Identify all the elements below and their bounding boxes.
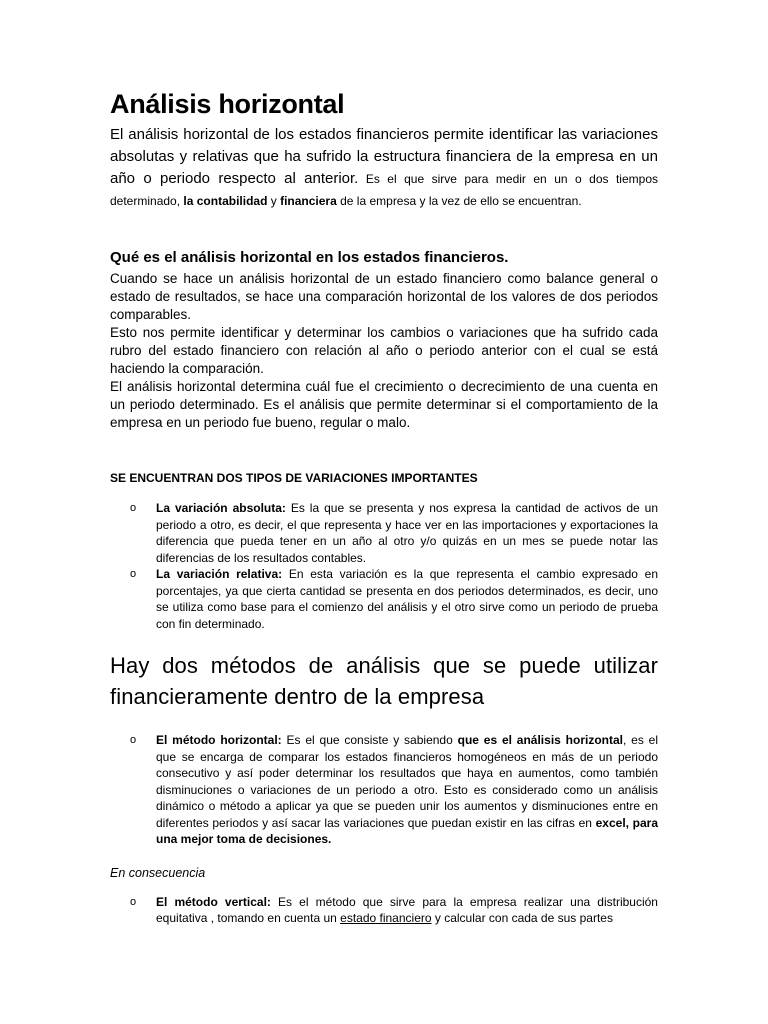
bullet-marker: o: [130, 502, 137, 514]
methods-list-2: [110, 894, 658, 927]
list-item: [110, 500, 658, 566]
list-item: [110, 566, 658, 632]
item-bold-mid: que es el análisis horizontal: [457, 733, 623, 747]
list-item: [110, 732, 658, 848]
item-label: El método vertical:: [156, 894, 271, 909]
section1-heading: Qué es el análisis horizontal en los estados financieros.: [110, 249, 509, 266]
item-label: La variación relativa:: [156, 567, 283, 581]
document-page: [110, 88, 658, 927]
intro-small-b: y: [267, 194, 281, 208]
section1-para2: Esto nos permite identificar y determinar los cambios o variaciones que ha sufrido cada rubro del estado financiero con relación al año o periodo anterior con el cual se está haciendo la comparación.: [110, 325, 658, 376]
intro-paragraph: [110, 124, 658, 212]
variations-list: [110, 500, 658, 632]
page-title: Análisis horizontal: [110, 89, 345, 119]
section1-para1: Cuando se hace un análisis horizontal de un estado financiero como balance general o estado de resultados, se hace una comparación horizontal de los valores de dos periodos comparables.: [110, 271, 658, 322]
consequence-text: En consecuencia: [110, 865, 206, 880]
intro-main-text: El análisis horizontal de los estados financieros permite identificar las variaciones absolutas y relativas que ha sufrido la estructura financiera de la empresa en un año o periodo respecto al anterior.: [110, 126, 658, 187]
bullet-marker: o: [130, 895, 137, 908]
item-text-b: y calcular con cada de sus partes: [431, 911, 613, 925]
intro-small-c: de la empresa y la vez de ello se encuentran.: [336, 194, 582, 208]
methods-list-1: [110, 732, 658, 848]
list-item: [110, 894, 658, 927]
section2-heading: SE ENCUENTRAN DOS TIPOS DE VARIACIONES IMPORTANTES: [110, 471, 478, 485]
contabilidad-link[interactable]: la contabilidad: [183, 194, 268, 208]
item-text: En esta variación es la que representa el cambio expresado en porcentajes, ya que cierta cantidad se presenta en dos periodos determinados, es decir, uno se utiliza como base para el comienzo del análisis y el otro sirve como un periodo de prueba con fin determinado.: [156, 567, 659, 631]
item-bold-end: excel, para una mejor toma de decisiones.: [156, 815, 659, 846]
item-label: La variación absoluta:: [156, 501, 286, 515]
item-text: Es la que se presenta y nos expresa la cantidad de activos de un periodo a otro, es decir, el que representa y hace ver en las importaciones y exportaciones la diferencia que pueda tener en un año al otro y/o quizás en un mes se puede notar las diferencias de los resultados contables.: [156, 501, 658, 565]
item-text-b: , es el que se encarga de comparar los estados financieros homogéneos en más de un periodo consecutivo y así poder determinar los resultados que haya en aumentos, como también disminuciones o variaciones de un periodo a otro. Esto es considerado como un análisis dinámico o método a aplicar ya que se pueden unir los aumentos y disminuciones entre en diferentes periodos y así sacar las variaciones que puedan existir en las cifras en: [156, 733, 659, 830]
item-text-a: Es el método que sirve para la empresa realizar una distribución equitativa , tomando en cuenta un: [156, 894, 658, 925]
item-text-a: Es el que consiste y sabiendo: [281, 733, 458, 747]
intro-small-a: Es el que sirve para medir en un o dos tiempos determinado,: [110, 172, 658, 208]
item-label: El método horizontal:: [156, 733, 282, 747]
section3-heading: Hay dos métodos de análisis que se puede utilizar financieramente dentro de la empresa: [110, 653, 658, 709]
bullet-marker: o: [130, 734, 137, 746]
bullet-marker: o: [130, 568, 137, 580]
estado-financiero-link[interactable]: estado financiero: [340, 911, 432, 925]
section1-para3: El análisis horizontal determina cuál fue el crecimiento o decrecimiento de una cuenta en un periodo determinado. Es el análisis que permite determinar si el comportamiento de la empresa en un periodo fue bueno, regular o malo.: [110, 379, 658, 430]
financiera-link[interactable]: financiera: [280, 194, 337, 208]
